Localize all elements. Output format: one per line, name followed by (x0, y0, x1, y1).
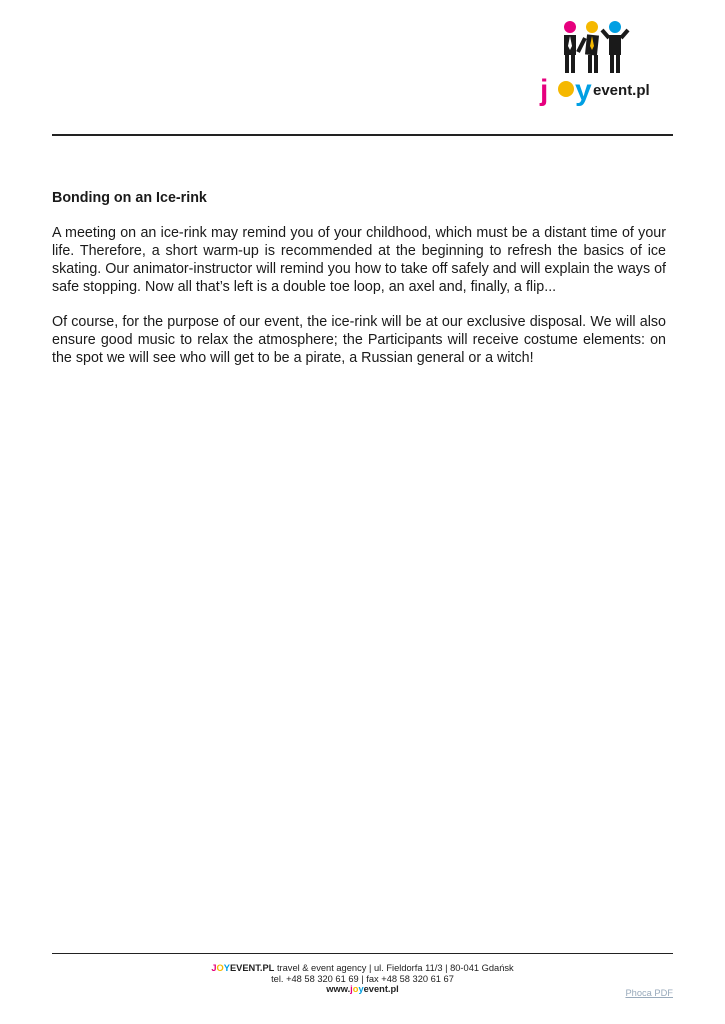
footer-www-o: o (352, 984, 359, 994)
footer-line-2: tel. +48 58 320 61 69 | fax +48 58 320 61 67 (271, 973, 454, 984)
footer-brand-y: Y (223, 963, 230, 973)
footer-divider (52, 953, 673, 954)
footer-www-rest: event.pl (363, 984, 399, 994)
footer-www-j: j (350, 984, 353, 994)
footer-brand-o: O (216, 963, 224, 973)
article-paragraph-1: A meeting on an ice-rink may remind you of your childhood, which must be a distant time of your life. Therefore, a short warm-up is recommended at the beginning to refresh the basics of ice skating. Our animator-instructor will remind you how to take off safely and will explain the ways of safe stopping. Now all that’s left is a double toe loop, an axel and, finally, a flip... (52, 225, 666, 295)
footer-address: travel & event agency | ul. Fieldorfa 11/3 | 80-041 Gdańsk (274, 963, 514, 973)
footer-brand-rest: EVENT.PL (229, 963, 275, 973)
footer-www-prefix: www. (326, 984, 351, 994)
article-paragraph-2: Of course, for the purpose of our event, the ice-rink will be at our exclusive disposal. We will also ensure good music to relax the atmosphere; the Participants will receive costume elements: on the spot we will see who will get to be a pirate, a Russian general or a witch! (52, 314, 666, 366)
svg-text:j: j (540, 74, 549, 107)
phoca-pdf-link[interactable]: Phoca PDF (625, 988, 673, 998)
logo-figures-icon (538, 18, 656, 110)
joyevent-logo (538, 18, 656, 110)
footer (0, 963, 725, 995)
footer-website-link[interactable] (0, 984, 725, 995)
footer-www-y: y (358, 984, 364, 994)
footer-brand-j: J (211, 963, 217, 973)
header-divider (52, 134, 673, 136)
footer-line-1 (0, 963, 725, 974)
svg-text:event.pl: event.pl (593, 82, 650, 99)
article-title: Bonding on an Ice-rink (52, 190, 207, 206)
svg-text:y: y (575, 74, 592, 107)
